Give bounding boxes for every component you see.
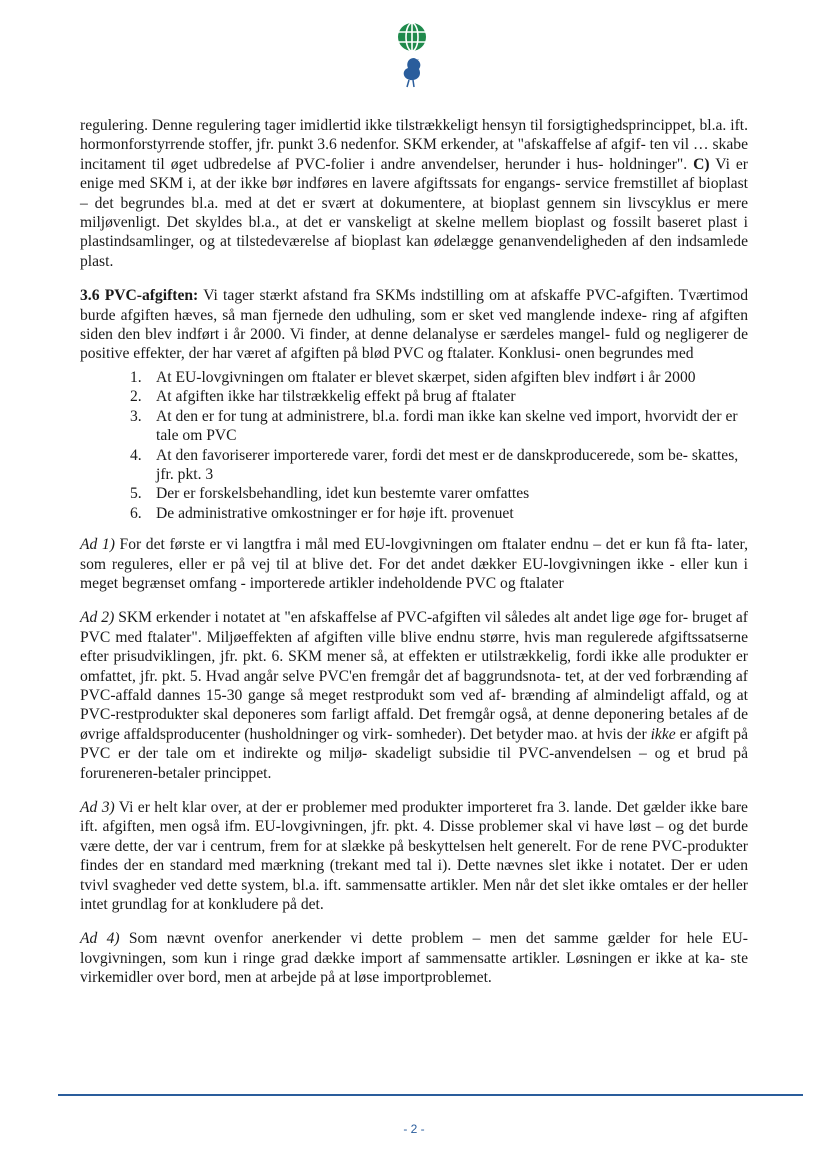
organization-logo xyxy=(392,20,432,92)
ad-2-paragraph: Ad 2) SKM erkender i notatet at "en afskaffelse af PVC-afgiften vil således alt andet lige øge for- bruget af PVC med ftalater". Miljøeffekten af afgiften ville blive endnu større, hvis man regulerede afgiftssatserne efter prisudviklingen, jfr. pkt. 6. SKM mener så, at effekten er utilstrækkelig, fordi ikke alle produkter er omfattet, jfr. pkt. 5. Hvad angår selve PVC'en fremgår det af baggrundsnota- tet, at der ved forbrænding af PVC-affald dannes 15-30 gange så meget restprodukt som ved af- brænding af almindeligt affald, og at PVC-restprodukter skal deponeres som farligt affald. Det fremgår også, at denne deponering betales af de øvrige affaldsproducenter (husholdninger og virk- somheder). Det betyder mao. at hvis der ikke er afgift på PVC er der tale om et indirekte og miljø- skadeligt subsidie til PVC-anvendelsen – og et brud på forureneren-betaler princippet. xyxy=(80,609,749,782)
list-item: 6. De administrative omkostninger er for høje ift. provenuet xyxy=(130,504,514,522)
ad-3-label: Ad 3) xyxy=(80,799,115,816)
ad-3-paragraph: Ad 3) Vi er helt klar over, at der er problemer med produkter importeret fra 3. lande. Det gælder ikke bare ift. afgiften, men også ifm. EU-lovgivningen, jfr. pkt. 4. Disse problemer skal vi have løst – og det burde være dette, der var i centrum, frem for at slække på beskyttelsen helt generelt. For de rene PVC-produkter findes der en standard med mærkning (trekant med tal i). Dette nævnes slet ikke i notatet. Der er uden tvivl svagheder ved dette system, bl.a. ift. sammensatte artikler. Men når det slet ikke omtales er der heller intet grundlag for at konkludere på det. xyxy=(80,799,748,914)
footer-divider xyxy=(58,1094,803,1096)
ad-2-label: Ad 2) xyxy=(80,609,115,627)
document-body xyxy=(80,116,748,1003)
ad-1-label: Ad 1) xyxy=(80,536,115,554)
ad-4-paragraph: Ad 4) Som nævnt ovenfor anerkender vi dette problem – men det samme gælder for hele EU- lovgivningen, som kun i ringe grad dække import af sammensatte artikler. Løsningen er ikke at ka- ste virkemidler over bord, men at arbejde på at løse importproblemet. xyxy=(80,930,748,987)
globe-bird-emblem-icon xyxy=(392,20,432,92)
list-marker-c: C) xyxy=(693,155,710,173)
paragraph-continuation: regulering. Denne regulering tager imidlertid ikke tilstrækkeligt hensyn til forsigtighedsprincippet, bl.a. ift. hormonforstyrrende stoffer, jfr. punkt 3.6 nedenfor. SKM erkender, at "afskaffelse af afgif- ten vil … skabe incitament til øget udbredelse af PVC-folier i andre anvendelser, herunder i hus- holdninger". C) Vi er enige med SKM i, at der ikke bør indføres en lavere afgiftssats for engangs- service fremstillet af bioplast – det begrundes bl.a. med at det er svært at dokumentere, at bioplast gennem sin livscyklus er mere miljøvenligt. Det skyldes bl.a., at det er vanskeligt at skelne mellem bioplast og fossilt baseret plast i plastindsamlinger, og at tilstedeværelse af bioplast kan ødelægge genanvendeligheden af den indsamlede plast. xyxy=(80,117,748,270)
page-number: - 2 - xyxy=(403,1122,425,1136)
section-3-6-paragraph: 3.6 PVC-afgiften: Vi tager stærkt afstand fra SKMs indstilling om at afskaffe PVC-afgiften. Tværtimod burde afgiften hæves, så man fjernede den udhuling, som er sket ved manglende indexe- ring af afgiften siden den blev indført i år 2000. Vi finder, at denne delanalyse er særdeles mangel- fuld og negligerer de positive effekter, der har været af afgiften på blød PVC og ftalater. Konklusi- onen begrundes med xyxy=(80,287,748,363)
ad-4-label: Ad 4) xyxy=(80,930,120,948)
list-item: 5. Der er forskelsbehandling, idet kun bestemte varer omfattes xyxy=(130,485,530,503)
ad-1-paragraph: Ad 1) For det første er vi langtfra i mål med EU-lovgivningen om ftalater endnu – det er kun få fta- later, som reguleres, eller er på vej til at blive det. For det andet dækker EU-lovgivningen ikke - eller kun i meget begrænset omfang - importerede artikler indeholdende PVC og ftalater xyxy=(80,536,748,592)
list-item: 1. At EU-lovgivningen om ftalater er blevet skærpet, siden afgiften blev indført i år 2000 xyxy=(130,368,696,386)
emphasis: ikke xyxy=(650,725,676,743)
list-item: 3. At den er for tung at administrere, bl.a. fordi man ikke kan skelne ved import, hvorvidt der er tale om PVC xyxy=(130,407,738,445)
section-heading: 3.6 PVC-afgiften: xyxy=(80,287,199,305)
findings-list xyxy=(80,368,748,523)
list-item: 4. At den favoriserer importerede varer, fordi det mest er de danskproducerede, som be- skattes, jfr. pkt. 3 xyxy=(130,446,739,483)
list-item: 2. At afgiften ikke har tilstrækkelig effekt på brug af ftalater xyxy=(130,388,516,406)
